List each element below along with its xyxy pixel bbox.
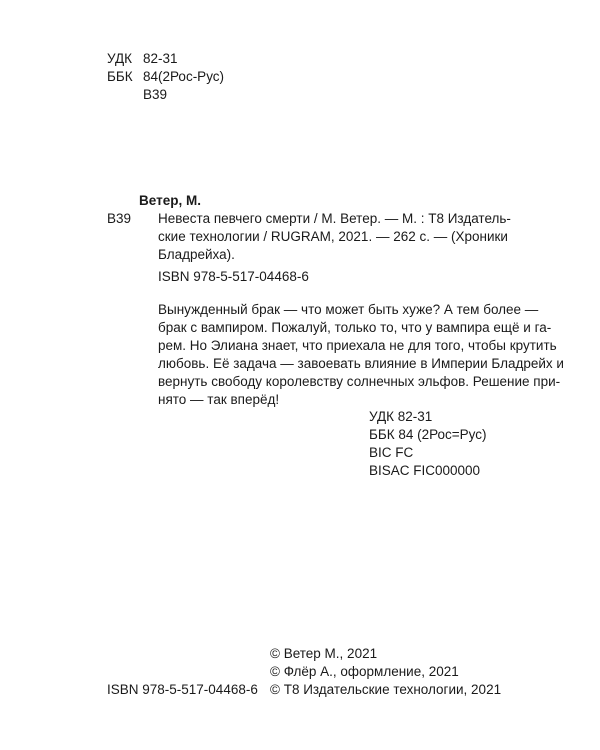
annotation [158, 301, 564, 409]
entry-isbn: ISBN 978-5-517-04468-6 [158, 269, 309, 284]
annotation-line: вернуть свободу королевству солнечных эльфов. Решение при- [158, 374, 561, 389]
copyright-line: © Т8 Издательские технологии, 2021 [270, 682, 502, 697]
copyright-block [270, 645, 501, 699]
description-line: Невеста певчего смерти / М. Ветер. — М. : Т8 Издатель- [158, 211, 511, 226]
code-line: ББК 84 (2Рос=Рус) [369, 427, 487, 442]
annotation-line: Вынужденный брак — что может быть хуже? А тем более — [158, 302, 539, 317]
author-mark-line [107, 86, 224, 104]
annotation-line: брак с вампиром. Пожалуй, только то, что у вампира ещё и га- [158, 320, 552, 335]
code-line: УДК 82-31 [369, 409, 433, 424]
entry-description [158, 210, 511, 264]
classification-codes [369, 408, 487, 480]
bbk-value: 84(2Рос-Рус) [143, 69, 225, 84]
udk-value: 82-31 [143, 51, 178, 66]
copyright-line: © Флёр А., оформление, 2021 [270, 664, 459, 679]
footer-isbn: ISBN 978-5-517-04468-6 [107, 682, 258, 697]
code-line: BIC FC [369, 445, 414, 460]
udk-line [107, 50, 224, 68]
bbk-line [107, 68, 224, 86]
top-classification [107, 50, 224, 104]
entry-author: Ветер, М. [139, 193, 201, 208]
bbk-label: ББК [107, 69, 133, 84]
description-line: Бладрейха). [158, 247, 235, 262]
copyright-line: © Ветер М., 2021 [270, 646, 378, 661]
author-mark: В39 [143, 87, 168, 102]
udk-label: УДК [107, 51, 132, 66]
annotation-line: любовь. Её задача — завоевать влияние в Империи Бладрейх и [158, 356, 564, 371]
annotation-line: нято — так вперёд! [158, 392, 280, 407]
annotation-line: рем. Но Элиана знает, что приехала не для того, чтобы крутить [158, 338, 557, 353]
code-line: BISAC FIC000000 [369, 463, 481, 478]
entry-author-mark: В39 [107, 211, 132, 226]
description-line: ские технологии / RUGRAM, 2021. — 262 с. — (Хроники [158, 229, 508, 244]
